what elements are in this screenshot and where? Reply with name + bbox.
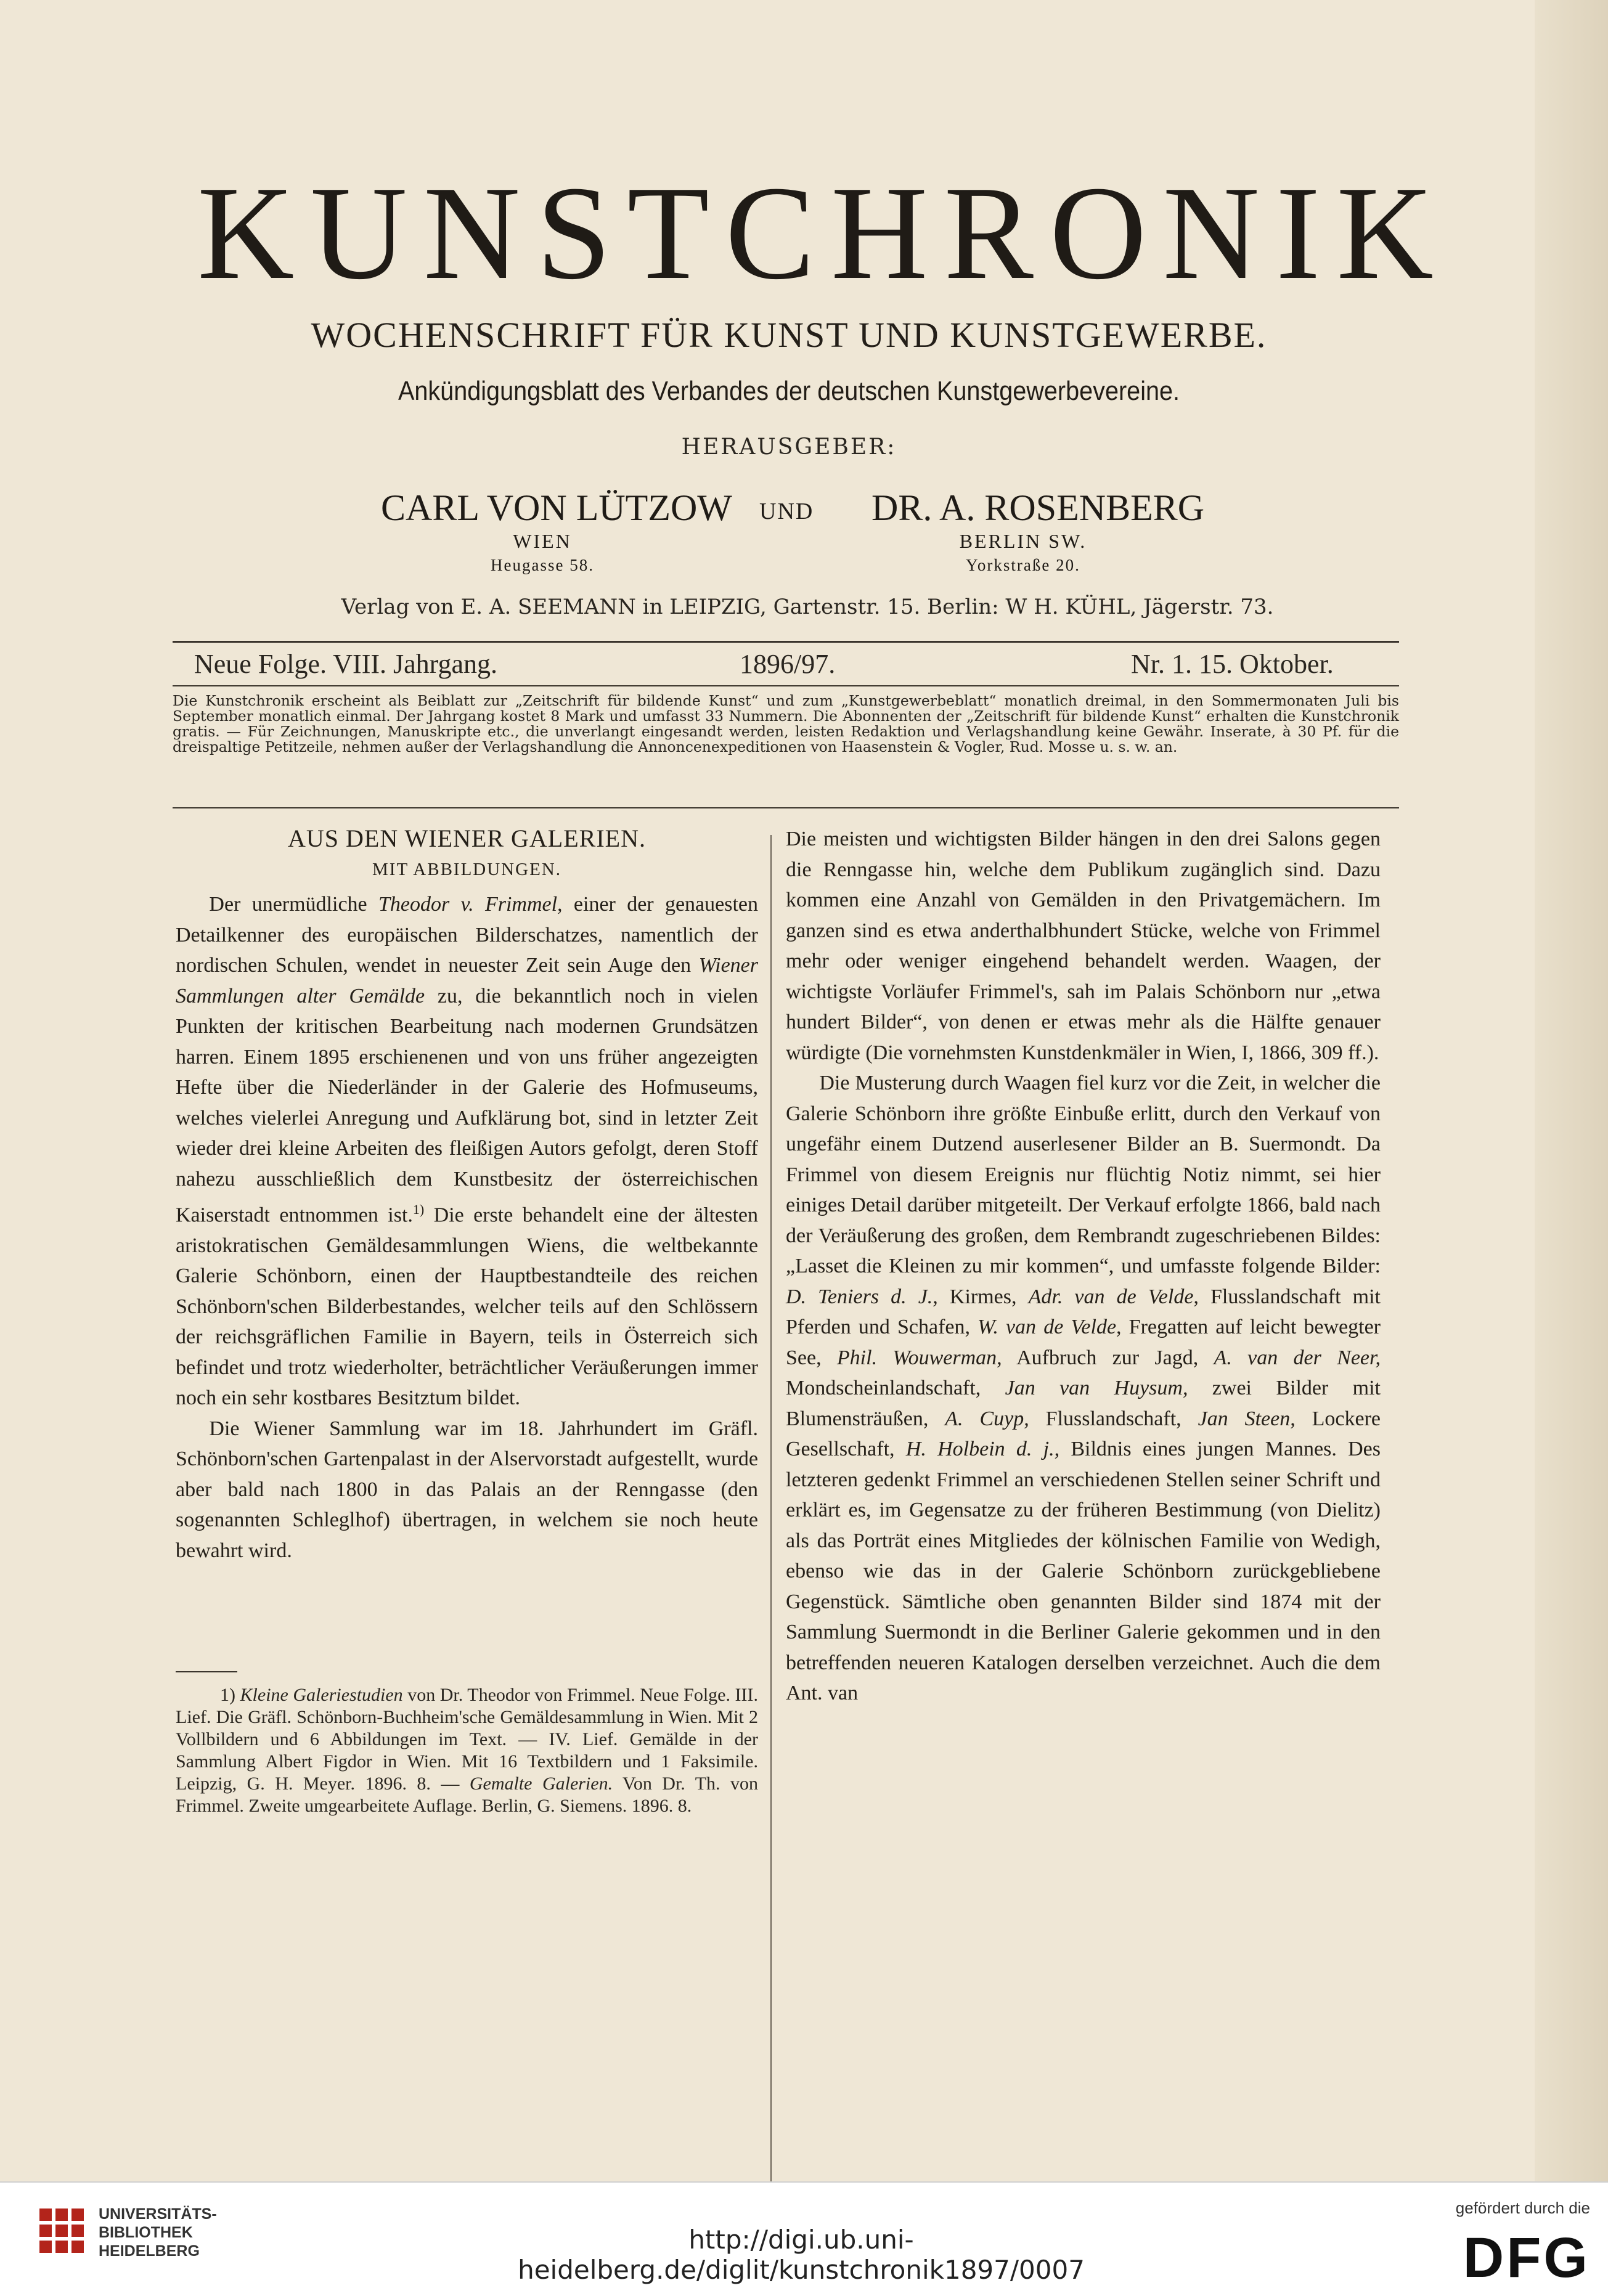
article-subtitle: MIT ABBILDUNGEN. (372, 860, 561, 879)
issue-series: Neue Folge. VIII. Jahrgang. (194, 649, 498, 679)
editor-right-name: DR. A. ROSENBERG (871, 487, 1205, 528)
viewer-footer (0, 2181, 1608, 2296)
footnote: 1) Kleine Galeriestudien von Dr. Theodor von Frimmel. Neue Folge. III. Lief. Die Gräfl. Schönborn-Buchheim'sche Gemäldesammlung in Wien. Mit 2 Vollbildern und 6 Abbildungen im Text. — IV. Lief. Gemälde in der Sammlung Albert Figdor in Wien. Mit 16 Textbildern und 1 Faksimile. Leipzig, G. H. Meyer. 1896. 8. — Gemalte Galerien. Von Dr. Th. von Frimmel. Zweite umgearbeitete Auflage. Berlin, G. Siemens. 1896. 8. (176, 1685, 758, 1816)
page-edge-shadow (1535, 0, 1608, 2181)
footer-divider (0, 2181, 1608, 2183)
editor-left-name: CARL VON LÜTZOW (381, 487, 732, 528)
herausgeber-label: HERAUSGEBER: (681, 434, 897, 460)
und-connector: UND (759, 499, 814, 524)
issue-number: Nr. 1. 15. Oktober. (1131, 649, 1334, 679)
right-paragraph-1: Die meisten und wichtigsten Bilder hängen in den drei Salons gegen die Renngasse hin, welche dem Publikum zugänglich sind. Dazu kommen eine Anzahl von Gemälden in den Privatgemächern. Im ganzen sind es etwa anderthalbhundert Stücke, welche von Frimmel mehr oder weniger eingehend behandelt werden. Waagen, der wichtigste Vorläufer Frimmel's, sah im Palais Schönborn nur „etwa hundert Bilder“, von denen er etwas mehr als die Hälfte genauer würdigte (Die vornehmsten Kunstdenkmäler in Wien, I, 1866, 309 ff.). (786, 828, 1381, 1064)
publisher-line: Verlag von E. A. SEEMANN in LEIPZIG, Gartenstr. 15. Berlin: W H. KÜHL, Jägerstr. 73. (341, 595, 1274, 619)
editor-left-address: Heugasse 58. (491, 556, 594, 574)
left-paragraph-1: Der unermüdliche Theodor v. Frimmel, einer der genauesten Detailkenner des europäischen Bilderschatzes, namentlich der nordischen Schulen, wendet in neuester Zeit sein Auge den Wiener Sammlungen alter Gemälde zu, die bekanntlich noch in vielen Punkten der kritischen Bearbeitung nach modernen Grundsätzen harren. Einem 1895 erschienenen und von uns früher angezeigten Hefte über die Niederländer in der Galerie des Hofmuseums, welches vielerlei Anregung und Aufklärung bot, sind in letzter Zeit wieder drei kleine Arbeiten des fleißigen Autors gefolgt, deren Stoff nahezu ausschließlich dem Kunstbesitz der österreichischen Kaiserstadt entnommen ist.$^{1)}$ Die erste behandelt eine der ältesten aristokratischen Gemäldesammlungen Wiens, die weltbekannte Galerie Schönborn, einen der Hauptbestandteile des reichen Schönborn'schen Bilderbestandes, welcher teils auf den Schlössern der reichsgräflichen Familie in Bayern, teils in Österreich sich befindet und trotz wiederholter, beträchtlicher Veräußerungen immer noch ein sehr kostbares Besitztum bildet. (176, 893, 758, 1410)
rule-above-article (173, 807, 1399, 808)
subscription-text: Die Kunstchronik erscheint als Beiblatt zur „Zeitschrift für bildende Kunst“ und zum „Kunstgewerbeblatt“ monatlich dreimal, in den Sommermonaten Juli bis September monatlich einmal. Der Jahrgang kostet 8 Mark und umfasst 33 Nummern. Die Abonnenten der „Zeitschrift für bildende Kunst“ erhalten die Kunstchronik gratis. — Für Zeichnungen, Manuskripte etc., die unverlangt eingesandt werden, leisten Redaktion und Verlagshandlung keine Gewähr. Inserate, à 30 Pf. für die dreispaltige Petitzeile, nehmen außer der Verlagshandlung die Annoncenexpeditionen von Haasenstein & Vogler, Rud. Mosse u. s. w. an. (173, 692, 1399, 755)
author-name: Theodor v. Frimmel, (378, 893, 563, 916)
footnote-rule (176, 1671, 237, 1672)
announcement-line: Ankündigungsblatt des Verbandes der deutschen Kunstgewerbevereine. (398, 376, 1180, 406)
permalink-url[interactable]: http://digi.ub.uni-heidelberg.de/diglit/kunstchronik1897/0007 (518, 2225, 1085, 2285)
rule-top (173, 641, 1399, 643)
right-paragraph-2: Die Musterung durch Waagen fiel kurz vor die Zeit, in welcher die Galerie Schönborn ihre größte Einbuße erlitt, durch den Verkauf von ungefähr einem Dutzend auserlesener Bilder an B. Suermondt. Da Frimmel von diesem Ereignis nur flüchtig Notiz nimmt, sei hier einiges Detail darüber mitgeteilt. Der Verkauf erfolgte 1866, bald nach der Veräußerung des großen, dem Rembrandt zugeschriebenen Bildes: „Lasset die Kleinen zu mir kommen“, und umfasste folgende Bilder: D. Teniers d. J., Kirmes, Adr. van de Velde, Flusslandschaft mit Pferden und Schafen, W. van de Velde, Fregatten auf leicht bewegter See, Phil. Wouwerman, Aufbruch zur Jagd, A. van der Neer, Mondscheinlandschaft, Jan van Huysum, zwei Bilder mit Blumensträußen, A. Cuyp, Flusslandschaft, Jan Steen, Lockere Gesellschaft, H. Holbein d. j., Bildnis eines jungen Mannes. Des letzteren gedenkt Frimmel an verschiedenen Stellen seiner Schrift und erklärt es, im Gegensatze zu der früheren Bestimmung (von Dielitz) als das Porträt eines Mitgliedes der kölnischen Familie von Wedigh, ebenso wie das in der Galerie Schönborn zurückgebliebene Gegenstück. Sämtliche oben genannten Bilder sind 1874 mit der Sammlung Suermondt in die Berliner Galerie gekommen und in den betreffenden neueren Katalogen derselben verzeichnet. Auch die dem Ant. van (786, 1072, 1381, 1704)
masthead-subtitle: WOCHENSCHRIFT FÜR KUNST UND KUNSTGEWERBE. (311, 315, 1267, 355)
left-column (176, 823, 758, 1566)
library-name: UNIVERSITÄTS- BIBLIOTHEK HEIDELBERG (99, 2205, 217, 2260)
subscription-note (173, 693, 1399, 755)
editor-left-city: WIEN (513, 530, 572, 552)
footnote-title-1: Kleine Galeriestudien (240, 1685, 403, 1705)
left-paragraph-2: Die Wiener Sammlung war im 18. Jahrhundert im Gräfl. Schönborn'schen Gartenpalast in der Alservorstadt aufgestellt, wurde aber bald nach 1800 in das Palais an der Renngasse (den sogenannten Schleglhof) übertragen, in welchem sie noch heute bewahrt wird. (176, 1417, 758, 1562)
issue-year: 1896/97. (740, 649, 836, 679)
masthead-title: KUNSTCHRONIK (197, 159, 1450, 307)
funded-by-label: gefördert durch die (1455, 2199, 1590, 2217)
work-title: Wiener Sammlungen alter Gemälde (176, 954, 758, 1008)
editor-right-city: BERLIN SW. (959, 530, 1087, 552)
column-divider (770, 835, 772, 2181)
footnote-title-2: Gemalte Galerien. (469, 1773, 613, 1794)
article-title: AUS DEN WIENER GALERIEN. (288, 824, 646, 852)
university-library-logo-icon (37, 2206, 86, 2255)
footnote-ref: 1) (412, 1202, 425, 1217)
rule-under-issue (173, 685, 1399, 686)
dfg-logo: DFG (1463, 2226, 1590, 2289)
editor-right-address: Yorkstraße 20. (966, 556, 1080, 574)
right-column (786, 824, 1381, 1709)
